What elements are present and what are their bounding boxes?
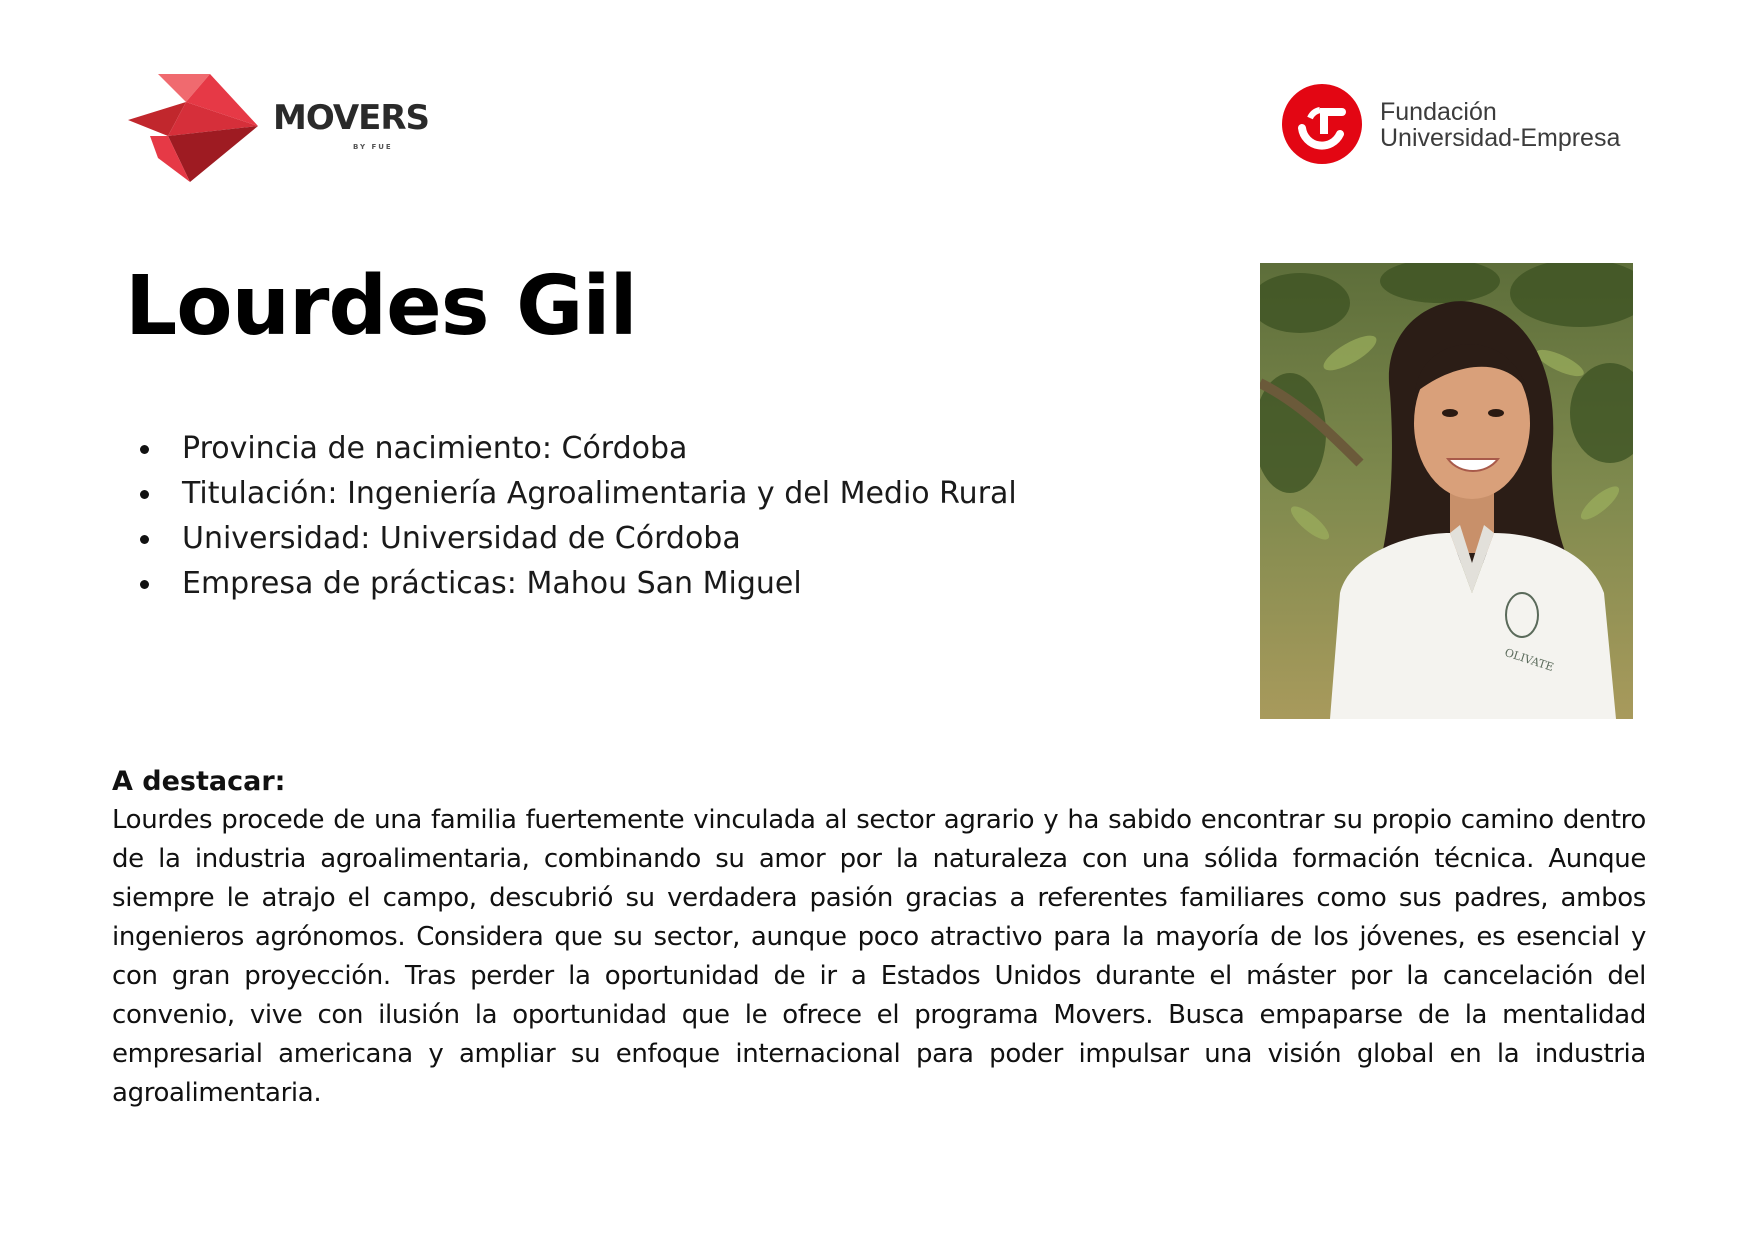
- fact-text: Provincia de nacimiento: Córdoba: [182, 431, 688, 466]
- movers-logo: [128, 74, 430, 184]
- person-name: Lourdes Gil: [125, 259, 637, 354]
- fact-university: [138, 516, 1017, 561]
- fue-emblem-icon: [1282, 84, 1362, 164]
- fact-degree: [138, 471, 1017, 516]
- fact-text: Titulación: Ingeniería Agroalimentaria y del Medio Rural: [182, 476, 1017, 511]
- fact-text: Empresa de prácticas: Mahou San Miguel: [182, 566, 802, 601]
- fue-name-line1: Fundación: [1380, 98, 1497, 126]
- profile-photo: [1260, 263, 1633, 719]
- movers-subtag: BY FUE: [353, 143, 393, 151]
- bullet-icon: [140, 580, 149, 589]
- fact-text: Universidad: Universidad de Córdoba: [182, 521, 741, 556]
- bullet-icon: [140, 490, 149, 499]
- movers-wordmark: MOVERS: [273, 98, 430, 138]
- fact-internship-company: [138, 561, 1017, 606]
- fue-logo: [1282, 84, 1652, 164]
- movers-bird-logo-icon: [128, 74, 258, 182]
- shirt-logo-text: OLIVATE: [1503, 645, 1556, 674]
- portrait-image: [1260, 263, 1633, 719]
- fue-name-line2: Universidad-Empresa: [1380, 124, 1621, 152]
- profile-facts-list: [138, 426, 1017, 606]
- highlight-title: A destacar:: [112, 766, 286, 797]
- bullet-icon: [140, 535, 149, 544]
- fact-birth-province: [138, 426, 1017, 471]
- bullet-icon: [140, 445, 149, 454]
- highlight-body: Lourdes procede de una familia fuertemente vinculada al sector agrario y ha sabido encontrar su propio camino dentro de la industria agroalimentaria, combinando su amor por la naturaleza con una sólida formación técnica. Aunque siempre le atrajo el campo, descubrió su verdadera pasión gracias a referentes familiares como sus padres, ambos ingenieros agrónomos. Considera que su sector, aunque poco atractivo para la mayoría de los jóvenes, es esencial y con gran proyección. Tras perder la oportunidad de ir a Estados Unidos durante el máster por la cancelación del convenio, vive con ilusión la oportunidad que le ofrece el programa Movers. Busca empaparse de la mentalidad empresarial americana y ampliar su enfoque internacional para poder impulsar una visión global en la industria agroalimentaria.: [112, 805, 1646, 1108]
- highlight-section: [112, 762, 1646, 1113]
